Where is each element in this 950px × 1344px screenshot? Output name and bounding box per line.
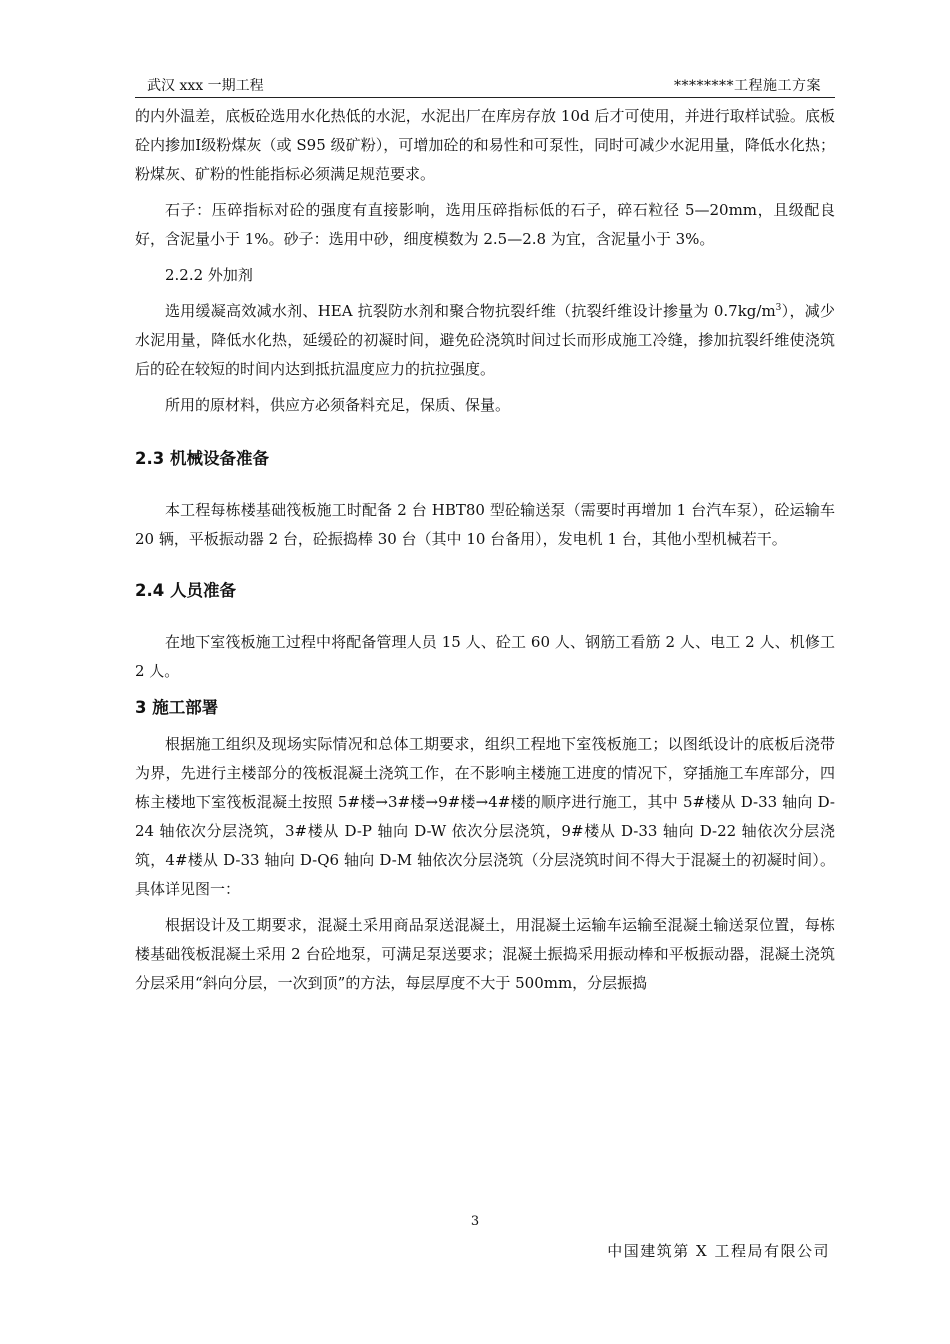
paragraph-personnel: 在地下室筏板施工过程中将配备管理人员 15 人、砼工 60 人、钢筋工看筋 2 人、电工 2 人、机修工 2 人。 bbox=[135, 633, 835, 680]
header-divider bbox=[135, 97, 835, 98]
heading-3: 3 施工部署 bbox=[135, 698, 219, 717]
subsection-2-2-2: 2.2.2 外加剂 bbox=[165, 266, 253, 284]
heading-2-4: 2.4 人员准备 bbox=[135, 581, 236, 600]
superscript-3: 3 bbox=[775, 303, 782, 313]
paragraph-admixtures bbox=[135, 297, 835, 384]
page-header bbox=[135, 76, 835, 96]
footer-company: 中国建筑第 X 工程局有限公司 bbox=[607, 1242, 830, 1260]
admixtures-text-a: 选用缓凝高效减水剂、HEA 抗裂防水剂和聚合物抗裂纤维（抗裂纤维设计掺量为 0.7kg/m bbox=[165, 302, 776, 320]
page-number: 3 bbox=[470, 1214, 480, 1229]
header-project-name: 武汉 xxx 一期工程 bbox=[147, 78, 264, 94]
heading-2-3: 2.3 机械设备准备 bbox=[135, 449, 269, 468]
paragraph-equipment: 本工程每栋楼基础筏板施工时配备 2 台 HBT80 型砼输送泵（需要时再增加 1 台汽车泵），砼运输车 20 辆，平板振动器 2 台，砼振捣棒 30 台（其中 10 台备用），发电机 1 台，其他小型机械若干。 bbox=[135, 501, 835, 548]
header-document-title: ********工程施工方案 bbox=[674, 78, 821, 94]
paragraph-cement: 的内外温差，底板砼选用水化热低的水泥，水泥出厂在库房存放 10d 后才可使用，并进行取样试验。底板砼内掺加Ⅰ级粉煤灰（或 S95 级矿粉），可增加砼的和易性和可泵性，同时可减少水泥用量，降低水化热；粉煤灰、矿粉的性能指标必须满足规范要求。 bbox=[135, 107, 835, 183]
document-body bbox=[135, 102, 835, 998]
paragraph-materials-supply: 所用的原材料，供应方必须备料充足，保质、保量。 bbox=[165, 396, 511, 414]
paragraph-aggregates: 石子：压碎指标对砼的强度有直接影响，选用压碎指标低的石子，碎石粒径 5—20mm，且级配良好，含泥量小于 1%。砂子：选用中砂，细度模数为 2.5—2.8 为宜，含泥量小于 3%。 bbox=[135, 201, 835, 248]
paragraph-concrete-method: 根据设计及工期要求，混凝土采用商品泵送混凝土，用混凝土运输车运输至混凝土输送泵位置，每栋楼基础筏板混凝土采用 2 台砼地泵，可满足泵送要求；混凝土振捣采用振动棒和平板振动器，混凝土浇筑分层采用“斜向分层，一次到顶”的方法，每层厚度不大于 500mm，分层振捣 bbox=[135, 916, 835, 992]
paragraph-deployment: 根据施工组织及现场实际情况和总体工期要求，组织工程地下室筏板施工；以图纸设计的底板后浇带为界，先进行主楼部分的筏板混凝土浇筑工作，在不影响主楼施工进度的情况下，穿插施工车库部分，四栋主楼地下室筏板混凝土按照 5#楼→3#楼→9#楼→4#楼的顺序进行施工，其中 5#楼从 D-33 轴向 D-24 轴依次分层浇筑，3#楼从 D-P 轴向 D-W 依次分层浇筑，9#楼从 D-33 轴向 D-22 轴依次分层浇筑，4#楼从 D-33 轴向 D-Q6 轴向 D-M 轴依次分层浇筑（分层浇筑时间不得大于混凝土的初凝时间）。具体详见图一： bbox=[135, 735, 835, 898]
admixtures-text-b: ），减少水泥用量，降低水化热，延缓砼的初凝时间，避免砼浇筑时间过长而形成施工冷缝，掺加抗裂纤维使浇筑后的砼在较短的时间内达到抵抗温度应力的抗拉强度。 bbox=[135, 302, 835, 378]
